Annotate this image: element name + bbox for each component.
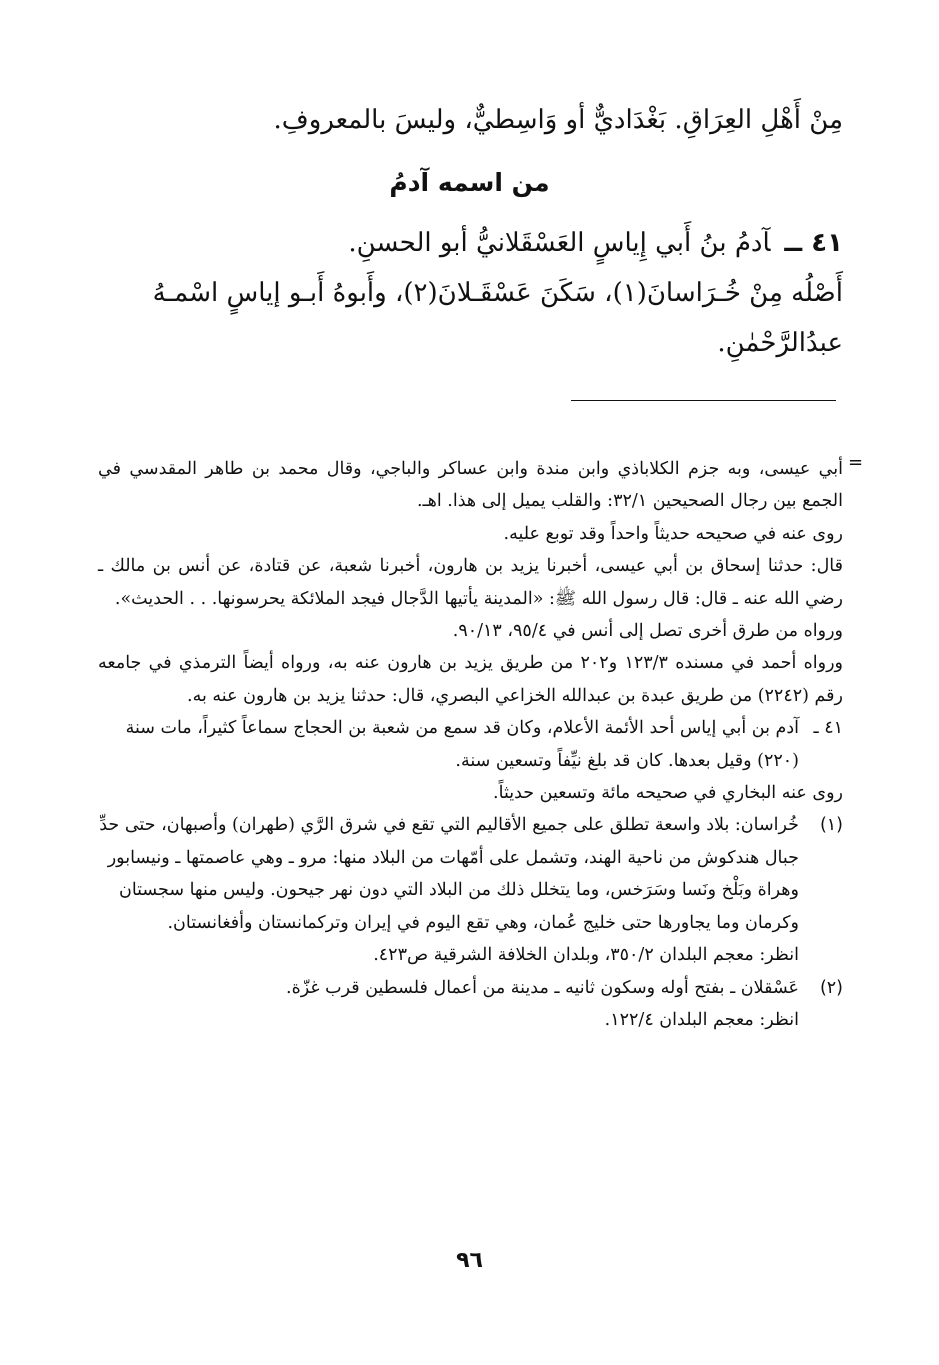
entry-number: ٤١ ــ: [784, 228, 843, 258]
footnote-paragraph: ورواه أحمد في مسنده ١٢٣/٣ و٢٠٢ من طريق يزيد بن هارون عنه به، ورواه أيضاً الترمذي في جامعه رقم (٢٢٤٢) من طريق عبدة بن عبدالله الخزاعي البصري، قال: حدثنا يزيد بن هارون عنه به.: [98, 653, 843, 706]
footnote-paragraph: روى عنه في صحيحه حديثاً واحداً وقد توبع عليه.: [503, 523, 843, 544]
footnote-separator: [571, 400, 836, 401]
footnote-label: (٢): [819, 977, 843, 998]
footnote-paragraph: ورواه من طرق أخرى تصل إلى أنس في ٩٥/٤، ٩٠/١٣.: [452, 621, 843, 642]
footnote-text: عَسْقلان ـ بفتح أوله وسكون ثانيه ـ مدينة من أعمال فلسطين قرب غزّة.: [286, 977, 799, 998]
footnote-entry-41: [98, 712, 843, 777]
main-line-1: مِنْ أَهْلِ العِرَاقِ. بَغْدَاديٌّ أو وَاسِطيٌّ، وليسَ بالمعروفِ.: [273, 105, 843, 135]
entry-41: [83, 218, 843, 368]
footnote-text: خُراسان: بلاد واسعة تطلق على جميع الأقاليم التي تقع في شرق الرَّي (طهران) وأصبهان، حتى حدِّ جبال هندكوش من ناحية الهند، وتشمل على أمّهات من البلاد منها: مرو ـ وهي عاصمتها ـ ونيسابور وهراة وبَلْخ ونَسا وسَرَخس، وما يتخلل ذلك من البلاد التي دون نهر جيحون. وليس منها سجستان وكرمان وما يجاورها حتى خليج عُمان، وهي تقع اليوم في إيران وتركمانستان وأفغانستان.: [99, 815, 799, 933]
entry-name: آدمُ بنُ أَبي إِياسٍ العَسْقَلانيُّ أبو الحسنِ.: [348, 228, 771, 258]
section-heading: من اسمه آدمُ: [389, 168, 550, 197]
footnote-2: [98, 972, 843, 1004]
footnote-1: [98, 809, 843, 939]
footnote-paragraph: قال: حدثنا إسحاق بن أبي عيسى، أخبرنا يزيد بن هارون، أخبرنا شعبة، عن قتادة، عن أنس بن مالك ـ رضي الله عنه ـ قال: قال رسول الله ﷺ: «المدينة يأتيها الدَّجال فيجد الملائكة يحرسونها. . . الحديث».: [98, 556, 843, 609]
footnotes: [98, 453, 843, 1036]
footnote-paragraph: أبي عيسى، وبه جزم الكلاباذي وابن مندة وابن عساكر والباجي، وقال محمد بن طاهر المقدسي في الجمع بين رجال الصحيحين ٣٢/١: والقلب يميل إلى هذا. اهـ.: [98, 459, 843, 512]
main-text: [83, 96, 843, 144]
footnote-label: (١): [819, 815, 843, 836]
footnote-paragraph: روى عنه البخاري في صحيحه مائة وتسعين حديثاً.: [493, 783, 843, 804]
footnote-reference: انظر: معجم البلدان ٣٥٠/٢، وبلدان الخلافة الشرقية ص٤٢٣.: [373, 945, 799, 966]
footnote-label: ٤١ ـ: [813, 718, 843, 739]
entry-line-3: عبدُالرَّحْمٰنِ.: [717, 328, 843, 358]
entry-line-2: أَصْلُه مِنْ خُـرَاسانَ(١)، سَكَنَ عَسْقَـلانَ(٢)، وأَبوهُ أَبـو إياسٍ اسْمـهُ: [152, 278, 843, 308]
page-number: ٩٦: [456, 1248, 483, 1273]
entry-line-1: [83, 218, 843, 268]
footnote-reference: انظر: معجم البلدان ١٢٢/٤.: [604, 1009, 799, 1030]
footnote-text: آدم بن أبي إياس أحد الأئمة الأعلام، وكان قد سمع من شعبة بن الحجاج سماعاً كثيراً، مات سنة (٢٢٠) وقيل بعدها. كان قد بلغ نيِّفاً وتسعين سنة.: [125, 718, 799, 771]
continuation-mark: =: [848, 452, 864, 473]
